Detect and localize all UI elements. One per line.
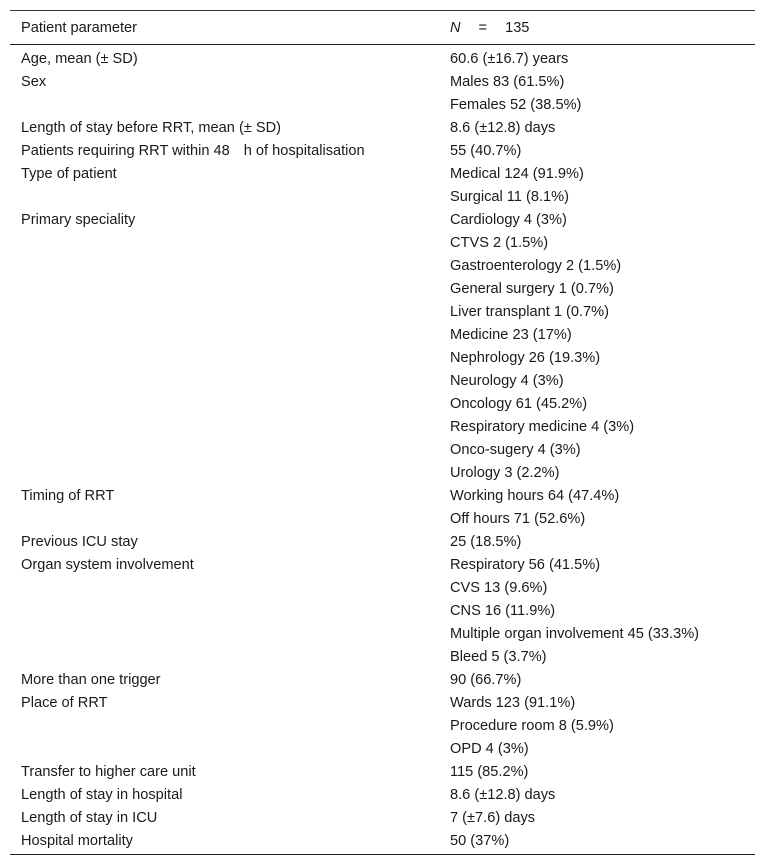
- table-row: [10, 70, 755, 93]
- row-value: CTVS 2 (1.5%): [450, 234, 549, 251]
- row-parameter: Transfer to higher care unit: [21, 763, 196, 780]
- table-header-row: [10, 11, 755, 45]
- table-row: [10, 116, 755, 139]
- param-part-a: Patients requiring RRT within 48: [21, 142, 230, 159]
- table-row: [10, 829, 755, 855]
- table-row: [10, 783, 755, 806]
- n-value: 135: [505, 19, 530, 36]
- row-parameter: [10, 576, 441, 599]
- row-value: 25 (18.5%): [450, 533, 522, 550]
- table-row: [10, 737, 755, 760]
- row-value: Respiratory medicine 4 (3%): [450, 418, 635, 435]
- row-value: 55 (40.7%): [450, 142, 522, 159]
- table-row: [10, 507, 755, 530]
- row-parameter: [10, 737, 441, 760]
- row-value: Medicine 23 (17%): [450, 326, 572, 343]
- row-value: Respiratory 56 (41.5%): [450, 556, 601, 573]
- row-value: Males 83 (61.5%): [450, 73, 565, 90]
- row-value: Urology 3 (2.2%): [450, 464, 560, 481]
- patient-characteristics-table-container: [10, 10, 755, 855]
- row-parameter: [10, 461, 441, 484]
- table-row: [10, 93, 755, 116]
- table-row: [10, 139, 755, 162]
- row-value: Off hours 71 (52.6%): [450, 510, 586, 527]
- table-row: [10, 45, 755, 71]
- table-row: [10, 645, 755, 668]
- row-value: Procedure room 8 (5.9%): [450, 717, 614, 734]
- row-value: Cardiology 4 (3%): [450, 211, 567, 228]
- n-symbol: N: [450, 19, 461, 36]
- table-row: [10, 438, 755, 461]
- table-row: [10, 622, 755, 645]
- row-value: 115 (85.2%): [450, 763, 529, 780]
- row-parameter: Age, mean (± SD): [21, 50, 138, 67]
- row-parameter: [10, 346, 441, 369]
- row-value: Nephrology 26 (19.3%): [450, 349, 601, 366]
- table-row: [10, 530, 755, 553]
- row-parameter: [10, 599, 441, 622]
- table-row: [10, 323, 755, 346]
- table-row: [10, 392, 755, 415]
- row-parameter: [10, 438, 441, 461]
- table-row: [10, 576, 755, 599]
- n-equals: =: [478, 19, 488, 36]
- row-value: Liver transplant 1 (0.7%): [450, 303, 609, 320]
- row-parameter: More than one trigger: [21, 671, 161, 688]
- table-row: [10, 668, 755, 691]
- row-value: Wards 123 (91.1%): [450, 694, 576, 711]
- row-parameter: [10, 254, 441, 277]
- row-value: 8.6 (±12.8) days: [450, 119, 556, 136]
- row-value: CVS 13 (9.6%): [450, 579, 548, 596]
- table-row: [10, 346, 755, 369]
- row-value: Oncology 61 (45.2%): [450, 395, 588, 412]
- row-parameter: [10, 714, 441, 737]
- row-parameter: Timing of RRT: [21, 487, 115, 504]
- row-value: 60.6 (±16.7) years: [450, 50, 569, 67]
- row-parameter: [10, 323, 441, 346]
- row-parameter: [10, 369, 441, 392]
- table-row: [10, 254, 755, 277]
- table-row: [10, 231, 755, 254]
- row-value: Gastroenterology 2 (1.5%): [450, 257, 622, 274]
- table-row: [10, 300, 755, 323]
- row-value: Bleed 5 (3.7%): [450, 648, 547, 665]
- table-row: [10, 553, 755, 576]
- row-parameter: [10, 392, 441, 415]
- row-parameter: Hospital mortality: [10, 829, 441, 855]
- row-value: Working hours 64 (47.4%): [450, 487, 620, 504]
- row-parameter: [10, 93, 441, 116]
- row-value: Females 52 (38.5%): [450, 96, 582, 113]
- row-parameter: Length of stay in ICU: [21, 809, 158, 826]
- row-parameter: [10, 300, 441, 323]
- row-parameter: Type of patient: [21, 165, 117, 182]
- table-row: [10, 691, 755, 714]
- row-value: CNS 16 (11.9%): [450, 602, 556, 619]
- param-part-b: h of hospitalisation: [243, 142, 365, 159]
- row-value: 50 (37%): [441, 829, 755, 855]
- row-value: Multiple organ involvement 45 (33.3%): [450, 625, 700, 642]
- header-patient-parameter: Patient parameter: [10, 11, 441, 45]
- row-value: General surgery 1 (0.7%): [450, 280, 614, 297]
- row-value: Surgical 11 (8.1%): [450, 188, 569, 205]
- header-n-count: [441, 11, 755, 45]
- table-row: [10, 599, 755, 622]
- row-parameter: Length of stay before RRT, mean (± SD): [21, 119, 282, 136]
- row-parameter: Place of RRT: [21, 694, 108, 711]
- row-parameter: [10, 277, 441, 300]
- row-parameter: [10, 645, 441, 668]
- row-parameter: [10, 622, 441, 645]
- table-row: [10, 484, 755, 507]
- table-row: [10, 369, 755, 392]
- table-row: [10, 185, 755, 208]
- row-parameter: [10, 139, 441, 162]
- table-row: [10, 277, 755, 300]
- row-parameter: [10, 185, 441, 208]
- table-row: [10, 415, 755, 438]
- row-parameter: [10, 231, 441, 254]
- row-parameter: Length of stay in hospital: [21, 786, 183, 803]
- table-row: [10, 714, 755, 737]
- row-value: Neurology 4 (3%): [450, 372, 564, 389]
- row-value: OPD 4 (3%): [450, 740, 529, 757]
- row-value: 8.6 (±12.8) days: [450, 786, 556, 803]
- row-value: Onco-sugery 4 (3%): [450, 441, 581, 458]
- row-parameter: Organ system involvement: [21, 556, 194, 573]
- table-row: [10, 162, 755, 185]
- patient-characteristics-table: [10, 10, 755, 855]
- row-parameter: Previous ICU stay: [21, 533, 138, 550]
- table-row: [10, 208, 755, 231]
- row-value: Medical 124 (91.9%): [450, 165, 584, 182]
- row-parameter: [10, 507, 441, 530]
- row-value: 7 (±7.6) days: [450, 809, 536, 826]
- row-parameter: Primary speciality: [21, 211, 136, 228]
- row-parameter: [10, 415, 441, 438]
- row-parameter: Sex: [21, 73, 47, 90]
- table-row: [10, 806, 755, 829]
- row-value: 90 (66.7%): [450, 671, 522, 688]
- table-row: [10, 461, 755, 484]
- table-row: [10, 760, 755, 783]
